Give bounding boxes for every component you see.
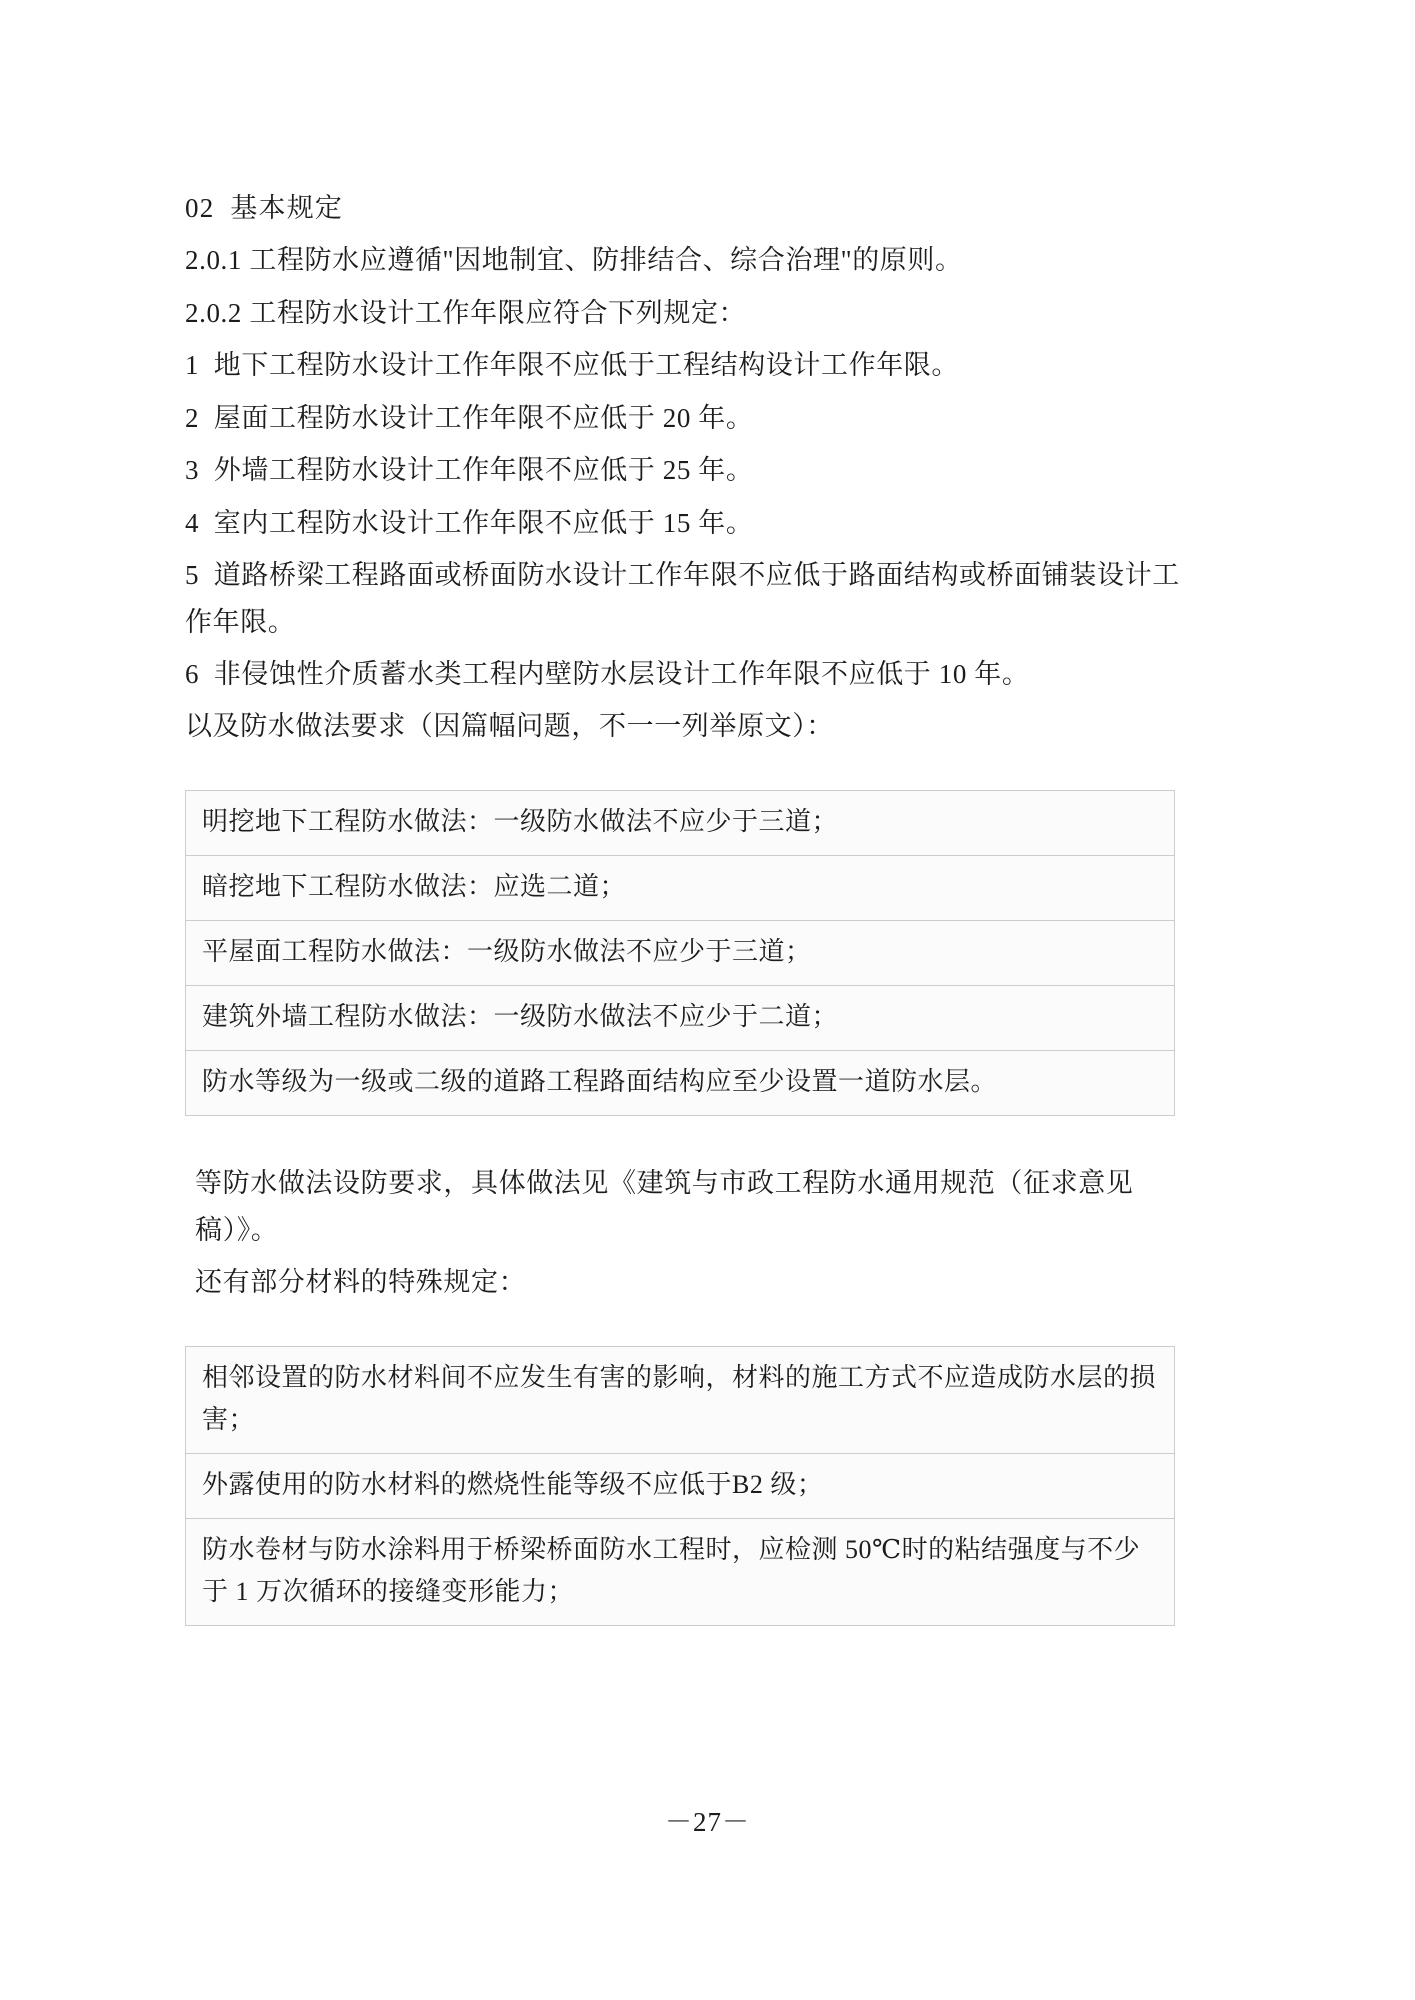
section-heading: 02 基本规定: [185, 193, 344, 223]
spacer-after-table-one: [185, 1116, 1185, 1160]
table-row: [186, 855, 1175, 920]
paragraph-2-0-1: 2.0.1 工程防水应遵循"因地制宜、防排结合、综合治理"的原则。: [185, 245, 963, 276]
paragraph-material-intro: 还有部分材料的特殊规定：: [195, 1267, 527, 1298]
table-cell-exterior-wall: 建筑外墙工程防水做法：一级防水做法不应少于二道；: [186, 986, 1175, 1051]
list-item-2: 2 屋面工程防水设计工作年限不应低于 20 年。: [185, 402, 754, 433]
table-cell-open-cut: 明挖地下工程防水做法：一级防水做法不应少于三道；: [186, 790, 1175, 855]
list-item-1: 1 地下工程防水设计工作年限不应低于工程结构设计工作年限。: [185, 350, 959, 381]
table-cell-flat-roof: 平屋面工程防水做法：一级防水做法不应少于三道；: [186, 921, 1175, 986]
waterproof-methods-table: [185, 790, 1175, 1117]
table-cell-exposed-combustion: 外露使用的防水材料的燃烧性能等级不应低于B2 级；: [186, 1453, 1175, 1518]
table-row: [186, 1519, 1175, 1626]
table-row: [186, 1346, 1175, 1453]
table-row: [186, 921, 1175, 986]
material-requirements-table: [185, 1346, 1175, 1627]
list-item-3: 3 外墙工程防水设计工作年限不应低于 25 年。: [185, 455, 754, 486]
table-cell-road-grade: 防水等级为一级或二级的道路工程路面结构应至少设置一道防水层。: [186, 1051, 1175, 1116]
table-cell-bridge-deck: 防水卷材与防水涂料用于桥梁桥面防水工程时，应检测 50℃时的粘结强度与不少于 1 万次循环的接缝变形能力；: [186, 1519, 1175, 1626]
table-row: [186, 1453, 1175, 1518]
paragraph-2-0-2: 2.0.2 工程防水设计工作年限应符合下列规定：: [185, 297, 747, 328]
paragraph-standard-reference: 等防水做法设防要求，具体做法见《建筑与市政工程防水通用规范（征求意见稿）》。: [195, 1168, 1134, 1245]
list-item-4: 4 室内工程防水设计工作年限不应低于 15 年。: [185, 507, 754, 538]
table-cell-mined: 暗挖地下工程防水做法：应选二道；: [186, 855, 1175, 920]
list-item-6: 6 非侵蚀性介质蓄水类工程内壁防水层设计工作年限不应低于 10 年。: [185, 658, 1030, 689]
table-row: [186, 790, 1175, 855]
document-body: [185, 185, 1185, 1626]
spacer-before-table-two: [185, 1312, 1185, 1346]
spacer-before-table-one: [185, 756, 1185, 790]
page-number: －27－: [665, 1807, 750, 1837]
paragraph-waterproof-methods-intro: 以及防水做法要求（因篇幅问题，不一一列举原文）：: [185, 711, 834, 742]
table-row: [186, 986, 1175, 1051]
list-item-5: 5 道路桥梁工程路面或桥面防水设计工作年限不应低于路面结构或桥面铺装设计工作年限。: [185, 560, 1180, 637]
table-cell-adjacent-materials: 相邻设置的防水材料间不应发生有害的影响，材料的施工方式不应造成防水层的损害；: [186, 1346, 1175, 1453]
table-row: [186, 1051, 1175, 1116]
